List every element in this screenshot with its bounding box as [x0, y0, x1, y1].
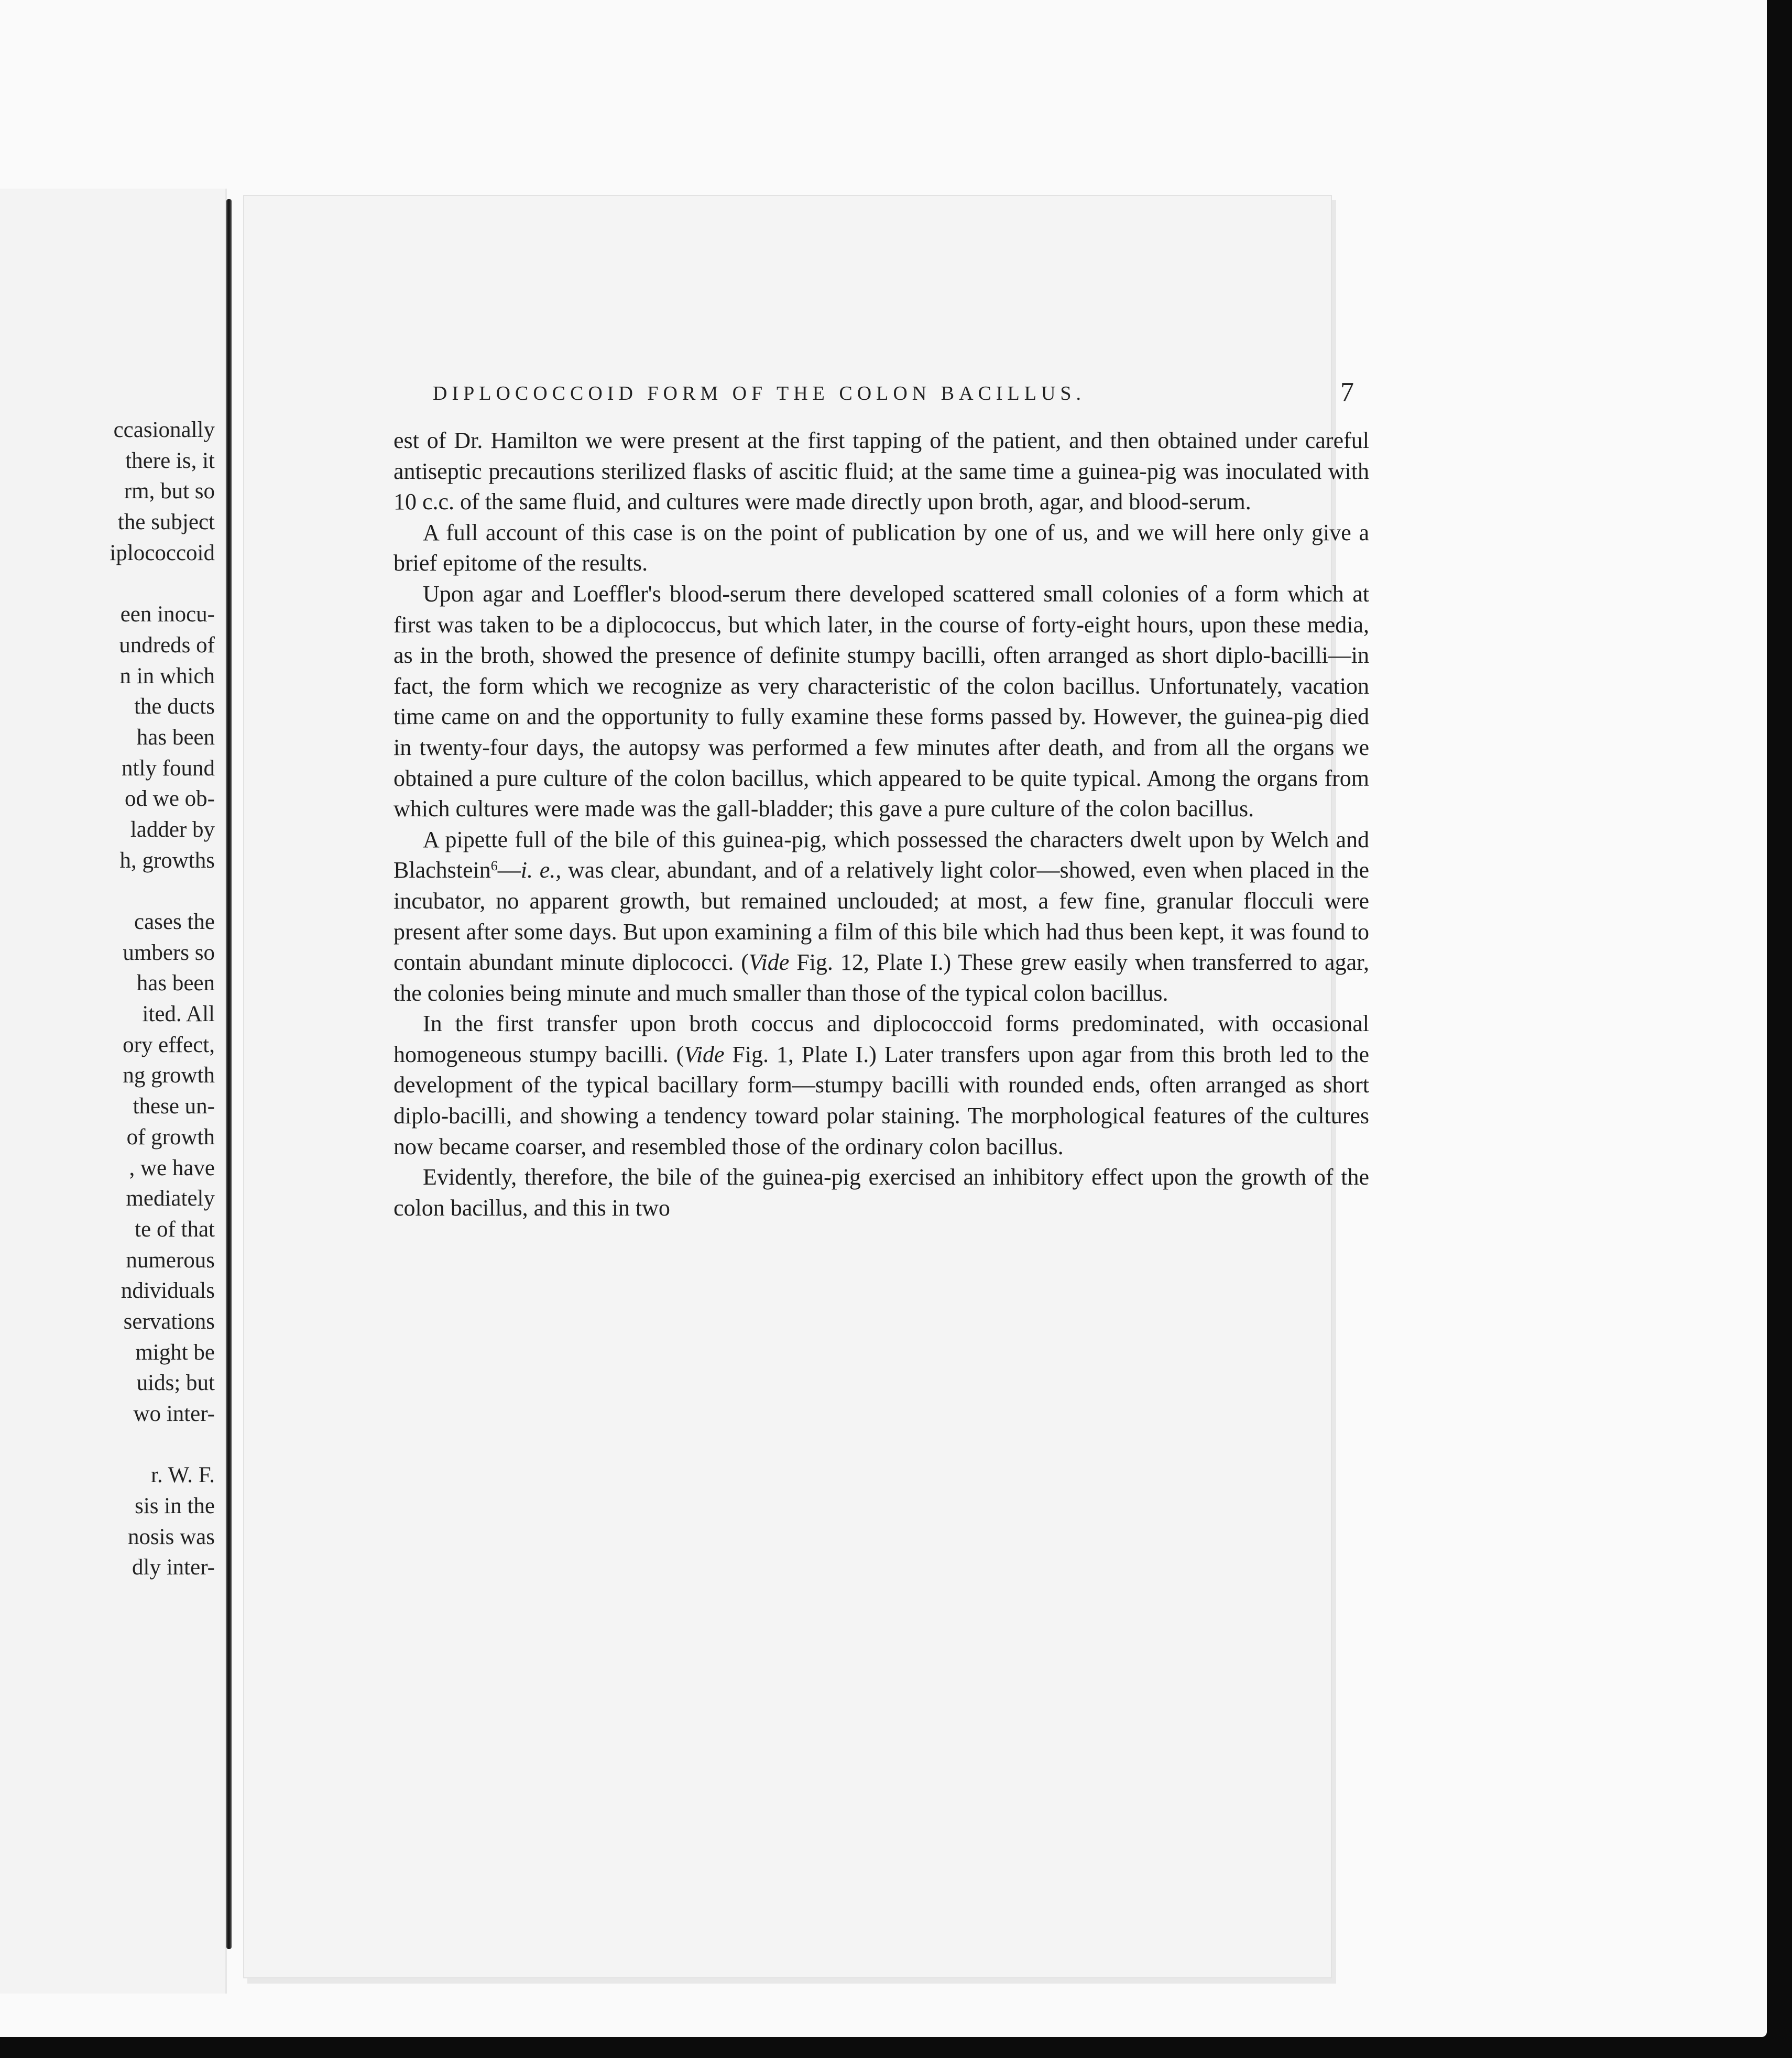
left-page-line: uids; but	[136, 1371, 215, 1396]
left-page-fragment	[0, 189, 227, 1994]
left-page-line: ory effect,	[123, 1032, 215, 1057]
paragraph-4-italic-vide: Vide	[748, 949, 790, 976]
paragraph-5	[394, 1009, 1369, 1162]
left-page-line: ndividuals	[121, 1278, 215, 1304]
left-page-line: h, growths	[119, 848, 215, 873]
paragraph-4	[394, 825, 1369, 1009]
left-page-line: of growth	[126, 1124, 215, 1150]
paragraph-4-text-c: was clear, abundant, and of a relatively light color—showed, even when placed in the incubator, no apparent growth, but remained unclouded; at most, a few fine, granular flocculi were present after some days. But upon examining a film of this bile which had thus been kept, it was found to contain abundant minute diplococci. (	[394, 857, 1369, 976]
left-page-line: dly inter-	[132, 1555, 215, 1580]
binding-gutter	[226, 199, 232, 1949]
left-page-line: ladder by	[130, 817, 215, 842]
main-page	[243, 195, 1369, 1978]
left-page-line: , we have	[129, 1155, 215, 1180]
body-text	[394, 425, 1369, 1223]
left-page-line: the subject	[117, 510, 215, 535]
running-title: DIPLOCOCCOID FORM OF THE COLON BACILLUS.	[433, 382, 1086, 404]
left-page-blank-line	[0, 876, 215, 907]
left-page-text	[0, 415, 215, 1583]
left-page-line: ntly found	[122, 756, 215, 781]
left-page-line: these un-	[133, 1094, 215, 1119]
paragraph-4-text-a: A pipette full of the bile of this guinea-pig, which possessed the characters dwelt upon by Welch and Blachstein	[394, 826, 1369, 883]
left-page-line: there is, it	[125, 448, 215, 473]
left-page-line: has been	[136, 725, 215, 750]
paragraph-5-text-b: Fig. 1, Plate I.) Later transfers upon agar from this broth led to the development of the typical bacillary form—stumpy bacilli with rounded ends, often arranged as short diplo-bacilli, and showing a tendency toward polar staining. The morphological features of the cultures now became coarser, and resembled those of the ordinary colon bacillus.	[394, 1041, 1369, 1159]
left-page-line: een inocu-	[120, 602, 215, 627]
left-page-line: nosis was	[127, 1524, 215, 1549]
paragraph-3: Upon agar and Loeffler's blood-serum there developed scattered small colonies of a form which at first was taken to be a diplococcus, but which later, in the course of forty-eight hours, upon these media, as in the broth, showed the presence of definite stumpy bacilli, often arranged as short diplo-bacilli—in fact, the form which we recognize as very characteristic of the colon bacillus. Unfortunately, vacation time came on and the opportunity to fully examine these forms passed by. However, the guinea-pig died in twenty-four days, the autopsy was performed a few minutes after death, and from all the organs we obtained a pure culture of the colon bacillus, which appeared to be quite typical. Among the organs from which cultures were made was the gall-bladder; this gave a pure culture of the colon bacillus.	[394, 581, 1369, 822]
left-page-line: ng growth	[123, 1063, 215, 1088]
left-page-line: ccasionally	[113, 418, 215, 442]
left-page-line: n in which	[119, 663, 215, 688]
paragraph-4-text-b: —	[497, 857, 521, 883]
paragraph-4-italic-ie: i. e.,	[520, 857, 562, 883]
left-page-line: might be	[135, 1340, 215, 1365]
left-page-blank-line	[0, 568, 215, 599]
left-page-line: numerous	[126, 1247, 215, 1273]
paragraph-4-text-d: Fig. 12, Plate I.) These grew easily when transferred to agar, the colonies being minute and much smaller than those of the typical colon bacillus.	[394, 949, 1369, 1006]
left-page-line: mediately	[126, 1186, 215, 1211]
left-page-blank-line	[0, 1430, 215, 1461]
left-page-line: sis in the	[135, 1494, 215, 1519]
paragraph-2: A full account of this case is on the point of publication by one of us, and we will here only give a brief epitome of the results.	[394, 519, 1369, 576]
left-page-line: ited. All	[142, 1002, 215, 1027]
left-page-line: od we ob-	[125, 786, 215, 812]
page-number: 7	[1340, 377, 1354, 407]
paragraph-6: Evidently, therefore, the bile of the guinea-pig exercised an inhibitory effect upon the growth of the colon bacillus, and this in two	[394, 1164, 1369, 1221]
paragraph-5-italic-vide: Vide	[684, 1041, 725, 1067]
left-page-line: undreds of	[119, 632, 215, 658]
left-page-line: servations	[123, 1309, 215, 1334]
left-page-line: rm, but so	[124, 479, 215, 504]
left-page-line: the ducts	[134, 694, 215, 719]
left-page-line: r. W. F.	[150, 1463, 215, 1488]
left-page-line: umbers so	[123, 940, 215, 965]
paragraph-5-text-a: In the first transfer upon broth coccus and diplococcoid forms predominated, with occasional homogeneous stumpy bacilli. (	[394, 1011, 1369, 1067]
left-page-line: iplococcoid	[110, 540, 215, 565]
footnote-reference: 6	[490, 858, 498, 874]
left-page-line: cases the	[134, 910, 215, 934]
running-head	[433, 377, 1360, 413]
left-page-line: has been	[136, 971, 215, 996]
paragraph-1: est of Dr. Hamilton we were present at the first tapping of the patient, and then obtained under careful antiseptic precautions sterilized flasks of ascitic fluid; at the same time a guinea-pig was inoculated with 10 c.c. of the same fluid, and cultures were made directly upon broth, agar, and blood-serum.	[394, 428, 1369, 515]
left-page-line: te of that	[135, 1217, 215, 1242]
left-page-line: wo inter-	[133, 1402, 215, 1426]
